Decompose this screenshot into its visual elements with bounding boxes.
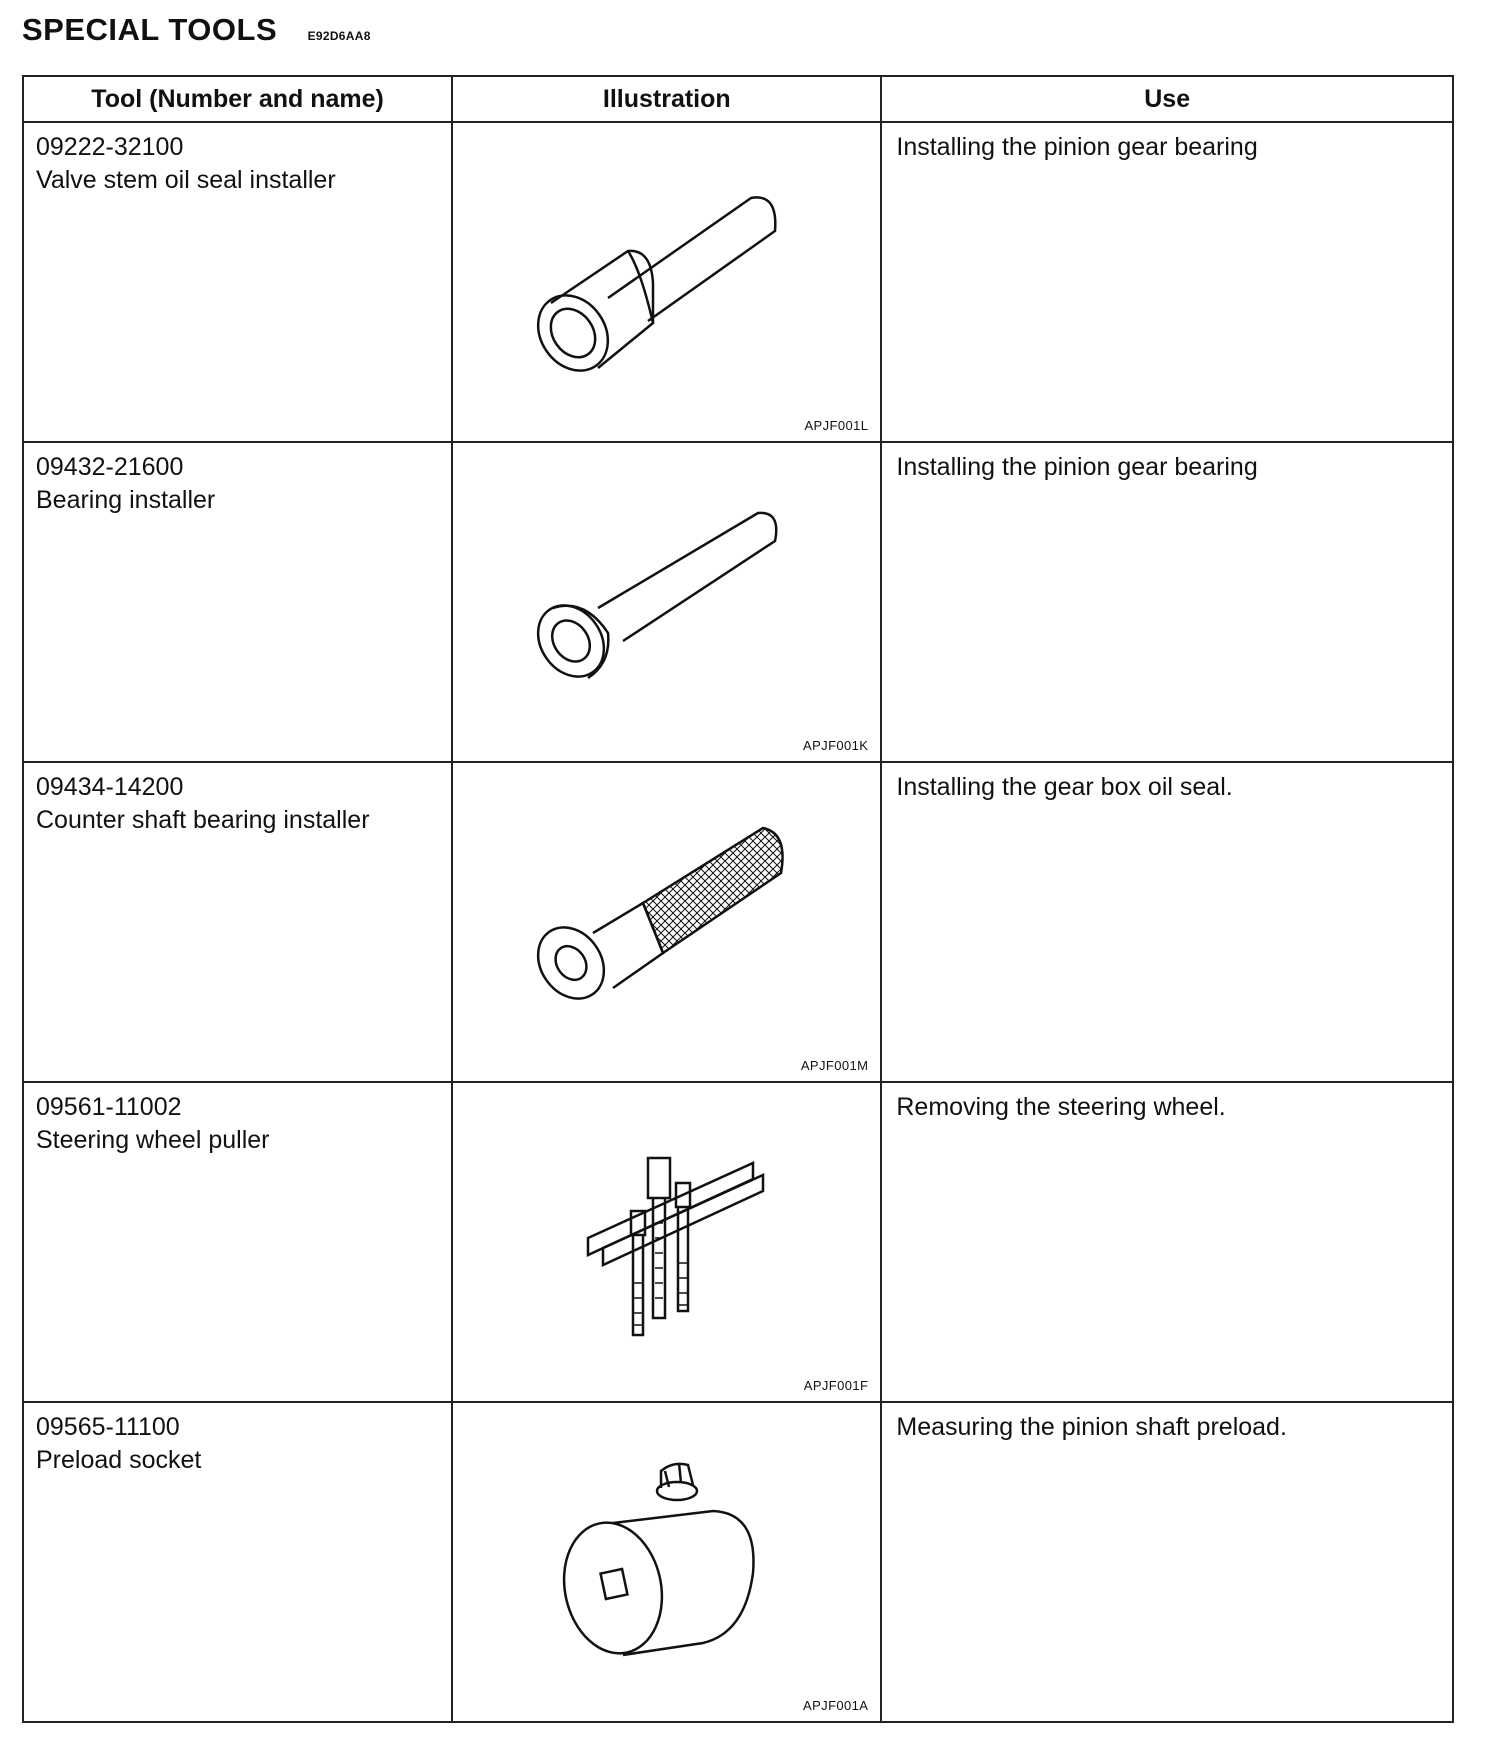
tool-number: 09561-11002 bbox=[36, 1093, 182, 1121]
tool-name: Counter shaft bearing installer bbox=[36, 806, 370, 834]
page-header bbox=[22, 12, 371, 48]
table-header-row bbox=[23, 76, 1453, 122]
stepped-cylinder-installer-icon bbox=[513, 153, 813, 383]
table-row bbox=[23, 442, 1453, 762]
illustration-cell bbox=[452, 442, 881, 762]
use-cell bbox=[881, 1082, 1453, 1402]
tool-number: 09432-21600 bbox=[36, 453, 184, 481]
illustration-cell bbox=[452, 762, 881, 1082]
use-text: Removing the steering wheel. bbox=[896, 1093, 1226, 1121]
table-row bbox=[23, 122, 1453, 442]
tool-number: 09565-11100 bbox=[36, 1413, 180, 1441]
table-row bbox=[23, 1082, 1453, 1402]
use-cell bbox=[881, 762, 1453, 1082]
use-text: Installing the pinion gear bearing bbox=[896, 133, 1258, 161]
figure-code: APJF001M bbox=[800, 1058, 869, 1073]
illustration-cell bbox=[452, 1082, 881, 1402]
table-row bbox=[23, 762, 1453, 1082]
tool-cell bbox=[23, 1402, 452, 1722]
tool-name: Preload socket bbox=[36, 1446, 202, 1474]
use-text: Installing the gear box oil seal. bbox=[896, 773, 1233, 801]
special-tools-table bbox=[22, 75, 1454, 1723]
tool-number: 09434-14200 bbox=[36, 773, 184, 801]
tool-name: Bearing installer bbox=[36, 486, 216, 514]
use-cell bbox=[881, 442, 1453, 762]
use-cell bbox=[881, 122, 1453, 442]
figure-code: APJF001A bbox=[803, 1698, 869, 1713]
figure-code: APJF001F bbox=[803, 1378, 869, 1393]
tool-name: Valve stem oil seal installer bbox=[36, 166, 336, 194]
illustration-cell bbox=[452, 122, 881, 442]
page-title: SPECIAL TOOLS bbox=[22, 12, 278, 47]
figure-code: APJF001K bbox=[803, 738, 869, 753]
header-tool: Tool (Number and name) bbox=[23, 76, 452, 122]
tool-cell bbox=[23, 762, 452, 1082]
steering-wheel-puller-icon bbox=[513, 1113, 813, 1353]
header-illustration: Illustration bbox=[452, 76, 881, 122]
tool-number: 09222-32100 bbox=[36, 133, 184, 161]
section-code: E92D6AA8 bbox=[307, 28, 371, 43]
tool-cell bbox=[23, 122, 452, 442]
tool-cell bbox=[23, 1082, 452, 1402]
use-cell bbox=[881, 1402, 1453, 1722]
figure-code: APJF001L bbox=[804, 418, 869, 433]
preload-socket-icon bbox=[513, 1433, 813, 1673]
tool-cell bbox=[23, 442, 452, 762]
illustration-cell bbox=[452, 1402, 881, 1722]
knurled-handle-installer-icon bbox=[513, 793, 813, 1023]
tool-name: Steering wheel puller bbox=[36, 1126, 270, 1154]
use-text: Installing the pinion gear bearing bbox=[896, 453, 1258, 481]
flanged-bar-installer-icon bbox=[513, 473, 813, 703]
header-use: Use bbox=[881, 76, 1453, 122]
table-row bbox=[23, 1402, 1453, 1722]
use-text: Measuring the pinion shaft preload. bbox=[896, 1413, 1287, 1441]
